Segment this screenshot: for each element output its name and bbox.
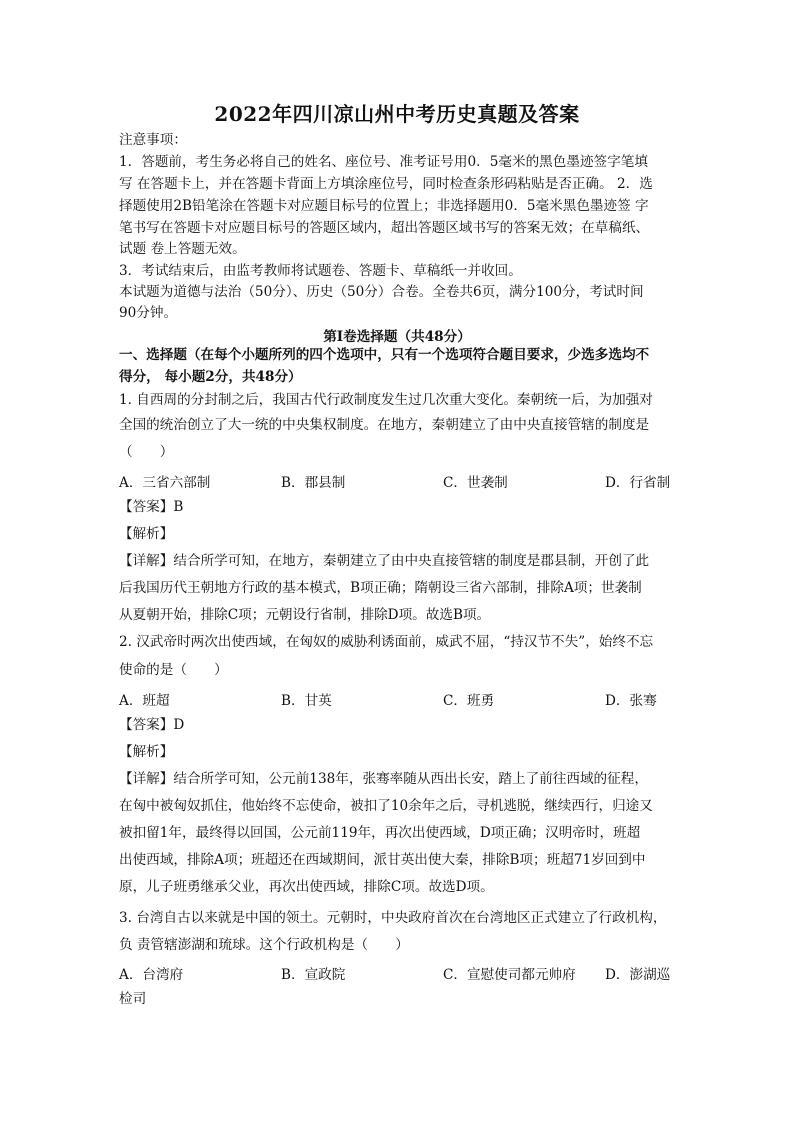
question-2-option-c: C．班勇 [443,693,495,709]
question-2-detail: 【详解】结合所学可知，公元前138年，张骞率随从西出长安，踏上了前往西域的征程， [119,771,648,787]
question-2-detail: 被扣留1年，最终得以回国，公元前119年，再次出使西域，D项正确；汉明帝时，班超 [119,825,641,841]
question-1-stem: 1. 自西周的分封制之后，我国古代行政制度发生过几次重大变化。秦朝统一后，为加强对 [119,392,653,408]
notice-line: 本试题为道德与法治（50分）、历史（50分）合卷。全卷共6页，满分100分，考试时间 [119,284,644,300]
question-3-option-a: A．台湾府 [119,967,184,983]
question-2-analysis-label: 【解析】 [119,744,174,760]
notice-line: 1．答题前，考生务必将自己的姓名、座位号、准考证号用0．5毫米的黑色墨迹签字笔填 [119,154,648,170]
question-1-detail: 后我国历代王朝地方行政的基本模式，B项正确；隋朝设三省六部制，排除A项；世袭制 [119,580,642,596]
notice-line: 3．考试结束后，由监考教师将试题卷、答题卡、草稿纸一并收回。 [119,263,522,279]
section-title: 第Ⅰ卷选择题（共48分） [323,329,471,345]
question-3-option-b: B．宣政院 [281,967,346,983]
question-1-stem: （ ） [119,444,174,460]
question-3-option-c: C．宣慰使司都元帅府 [443,967,576,983]
notice-line: 试题 卷上答题无效。 [119,241,246,257]
question-2-stem: 2. 汉武帝时两次出使西域，在匈奴的威胁利诱面前，威武不屈，“持汉节不失”，始终不忘 [119,634,654,650]
question-2-detail: 出使西域，排除A项；班超还在西域期间，派甘英出使大秦，排除B项；班超71岁回到中 [119,852,646,868]
question-1-answer: 【答案】B [119,499,184,515]
question-1-detail: 【详解】结合所学可知，在地方，秦朝建立了由中央直接管辖的制度是郡县制，开创了此 [119,553,650,569]
question-3-stem: 负 责管辖澎湖和琉球。这个行政机构是（ ） [119,937,409,953]
question-1-option-b: B．郡县制 [281,475,346,491]
question-1-detail: 从夏朝开始，排除C项；元朝设行省制，排除D项。故选B项。 [119,607,491,623]
question-2-option-d: D．张骞 [605,693,657,709]
question-1-option-a: A．三省六部制 [119,475,211,491]
question-2-detail: 原，儿子班勇继承父业，再次出使西域，排除C项。故选D项。 [119,879,494,895]
question-2-detail: 在匈中被匈奴抓住，他始终不忘使命，被扣了10余年之后，寻机逃脱，继续西行，归途又 [119,798,653,814]
notice-line: 笔书写在答题卡对应题目标号的答题区域内，超出答题区域书写的答案无效；在草稿纸、 [119,220,650,236]
question-1-option-d: D．行省制 [605,475,671,491]
question-1-analysis-label: 【解析】 [119,526,174,542]
part-heading: 得分， 每小题2分，共48分） [119,369,302,385]
part-heading: 一、选择题（在每个小题所列的四个选项中，只有一个选项符合题目要求，少选多选均不 [119,347,650,363]
question-3-option-d-wrap: 检司 [119,991,147,1007]
question-1-option-c: C．世袭制 [443,475,508,491]
question-2-option-b: B．甘英 [281,693,332,709]
question-1-stem: 全国的统治创立了大一统的中央集权制度。在地方，秦朝建立了由中央直接管辖的制度是 [119,417,650,433]
document-title: 2022年四川凉山州中考历史真题及答案 [214,102,580,126]
question-2-stem: 使命的是（ ） [119,662,228,678]
notice-line: 90分钟。 [119,305,178,321]
question-3-option-d: D．澎湖巡 [605,967,671,983]
question-3-stem: 3. 台湾自古以来就是中国的领土。元朝时，中央政府首次在台湾地区正式建立了行政机构， [119,910,667,926]
notice-line: 择题使用2B铅笔涂在答题卡对应题目标号的位置上；非选择题用0．5毫米黑色墨迹签 字 [119,198,649,214]
question-2-answer: 【答案】D [119,717,185,733]
notice-heading: 注意事项： [119,132,187,148]
question-2-option-a: A．班超 [119,693,170,709]
notice-line: 写 在答题卡上，并在答题卡背面上方填涂座位号，同时检查条形码粘贴是否正确。 2．选 [119,176,653,192]
